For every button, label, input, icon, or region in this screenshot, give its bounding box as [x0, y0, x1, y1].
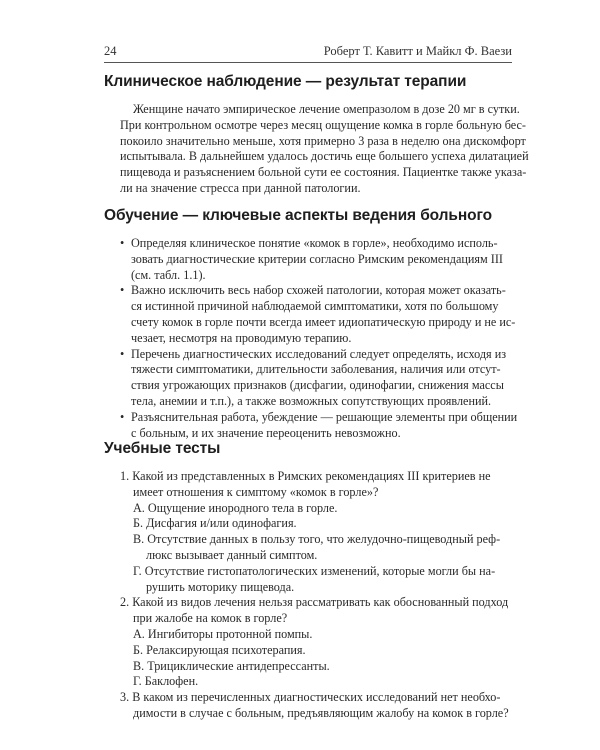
answer-option: люкс вызывает данный симптом. — [146, 547, 318, 562]
text-line: зовать диагностические критерии согласно Римским рекомендациям III — [131, 251, 503, 266]
answer-option: В. Трициклические антидепрессанты. — [133, 658, 330, 673]
text-line: ся истинной причиной наблюдаемой симптоматики, хотя по большому — [131, 299, 499, 314]
text-line: чезает, несмотря на проводимую терапию. — [131, 330, 352, 345]
list-item — [120, 236, 510, 283]
list-item — [120, 283, 516, 346]
text-line: ствия угрожающих признаков (дисфагии, одинофагии, снижения массы — [131, 378, 504, 393]
bullet-icon: • — [120, 236, 125, 250]
question-text: имеет отношения к симптому «комок в горле»? — [133, 484, 379, 499]
key-points-list — [120, 236, 518, 441]
text-line: пищевода и разъяснением больной сути ее состояния. Пациентке также указа- — [120, 165, 527, 180]
question-item — [120, 595, 510, 690]
bullet-icon: • — [120, 346, 125, 361]
answer-option: Б. Релаксирующая психотерапия. — [133, 642, 306, 657]
question-text: 2. Какой из видов лечения нельзя рассматривать как обоснованный подход — [120, 595, 509, 610]
answer-option: А. Ингибиторы протонной помпы. — [133, 626, 313, 641]
bullet-icon: • — [120, 283, 125, 298]
answer-option: А. Ощущение инородного тела в горле. — [133, 500, 338, 515]
answer-option: рушить моторику пищевода. — [146, 579, 295, 594]
text-line: испытывала. В дальнейшем удалось достичь еще большего успеха дилатацией — [120, 149, 529, 164]
list-item — [120, 409, 518, 442]
question-text: 1. Какой из представленных в Римских рекомендациях III критериев не — [120, 469, 491, 483]
text-line: Женщине начато эмпирическое лечение омепразолом в дозе 20 мг в сутки. — [133, 102, 520, 116]
text-line: счету комок в горле почти всегда имеет идиопатическую природу и не ис- — [131, 314, 516, 329]
text-line: с больным, и их значение переоценить невозможно. — [131, 425, 401, 440]
text-line: ли на значение стресса при данной патологии. — [120, 180, 361, 195]
answer-option: Г. Баклофен. — [133, 674, 199, 689]
bullet-icon: • — [120, 409, 125, 424]
text-line: Важно исключить весь набор схожей патологии, которая может оказать- — [131, 283, 506, 298]
page-number: 24 — [104, 44, 117, 58]
question-item — [120, 469, 510, 595]
answer-option: В. Отсутствие данных в пользу того, что желудочно-пищеводный реф- — [133, 532, 501, 547]
test-questions-list — [120, 469, 510, 722]
running-header-authors: Роберт Т. Кавитт и Майкл Ф. Ваези — [323, 44, 512, 58]
section-title-key-points: Обучение — ключевые аспекты ведения больного — [104, 207, 492, 224]
text-line: (см. табл. 1.1). — [131, 267, 206, 282]
running-header — [104, 44, 512, 60]
question-text: 3. В каком из перечисленных диагностических исследований нет необхо- — [120, 690, 501, 705]
question-item — [120, 690, 510, 722]
text-line: При контрольном осмотре через месяц ощущение комка в горле больную бес- — [120, 117, 526, 132]
text-line: Перечень диагностических исследований следует определять, исходя из — [131, 346, 507, 361]
answer-option: Г. Отсутствие гистопатологических изменений, которые могли бы на- — [133, 563, 496, 578]
section-title-tests: Учебные тесты — [104, 440, 221, 457]
section-title-clinical-outcome: Клиническое наблюдение — результат терапии — [104, 73, 467, 90]
header-rule — [104, 62, 512, 63]
text-line: тела, анемии и т.п.), а также возможных сопутствующих проявлений. — [131, 393, 492, 408]
answer-option: Б. Дисфагия и/или одинофагия. — [133, 516, 297, 531]
text-line: тяжести симптоматики, длительности заболевания, наличия или отсут- — [131, 362, 501, 377]
text-line: Разъяснительная работа, убеждение — решающие элементы при общении — [131, 409, 518, 424]
question-text: димости в случае с больным, предъявляющим жалобу на комок в горле? — [133, 705, 509, 720]
clinical-outcome-paragraph — [120, 102, 529, 197]
list-item — [120, 347, 510, 410]
text-line: покоило значительно меньше, хотя примерно 3 раза в неделю она дискомфорт — [120, 133, 526, 148]
question-text: при жалобе на комок в горле? — [133, 611, 288, 626]
text-line: Определяя клиническое понятие «комок в горле», необходимо исполь- — [131, 236, 498, 250]
